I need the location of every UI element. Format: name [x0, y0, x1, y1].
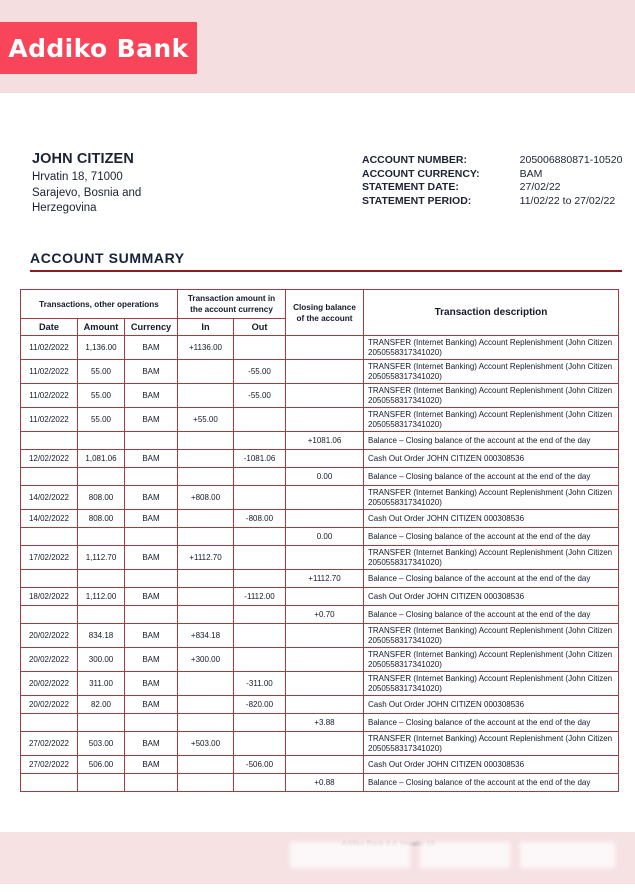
cell-currency: BAM	[125, 648, 178, 672]
cell-out: -55.00	[234, 384, 286, 408]
customer-address-line-2: Sarajevo, Bosnia and	[32, 186, 142, 199]
table-row	[21, 606, 619, 624]
cell-closing	[286, 648, 364, 672]
cell-amount: 834.18	[78, 624, 125, 648]
cell-amount: 82.00	[78, 696, 125, 714]
cell-currency	[125, 528, 178, 546]
cell-date: 20/02/2022	[21, 696, 78, 714]
cell-out: -1081.06	[234, 450, 286, 468]
cell-date: 18/02/2022	[21, 588, 78, 606]
cell-description: Cash Out Order JOHN CITIZEN 000308536	[364, 510, 619, 528]
table-row	[21, 696, 619, 714]
cell-closing	[286, 624, 364, 648]
cell-date: 11/02/2022	[21, 360, 78, 384]
cell-in	[178, 606, 234, 624]
table-row	[21, 510, 619, 528]
cell-in	[178, 588, 234, 606]
cell-date	[21, 606, 78, 624]
cell-currency	[125, 468, 178, 486]
cell-in	[178, 696, 234, 714]
cell-amount: 808.00	[78, 510, 125, 528]
table-row	[21, 546, 619, 570]
cell-currency: BAM	[125, 696, 178, 714]
cell-out	[234, 624, 286, 648]
table-row	[21, 714, 619, 732]
table-body	[21, 336, 619, 792]
cell-date: 27/02/2022	[21, 732, 78, 756]
cell-out: -820.00	[234, 696, 286, 714]
account-detail-labels	[362, 154, 480, 208]
cell-amount: 506.00	[78, 756, 125, 774]
cell-description: TRANSFER (Internet Banking) Account Replenishment (John Citizen 2050558317341020)	[364, 732, 619, 756]
cell-amount: 55.00	[78, 408, 125, 432]
table-row	[21, 432, 619, 450]
cell-description: Cash Out Order JOHN CITIZEN 000308536	[364, 756, 619, 774]
account-number-label: ACCOUNT NUMBER:	[362, 154, 467, 166]
footer-obscured-area-3	[520, 842, 615, 868]
cell-out	[234, 774, 286, 792]
cell-amount: 1,081.06	[78, 450, 125, 468]
statement-period-label: STATEMENT PERIOD:	[362, 194, 472, 207]
cell-out: -808.00	[234, 510, 286, 528]
table-row	[21, 648, 619, 672]
cell-amount: 311.00	[78, 672, 125, 696]
cell-in: +1112.70	[178, 546, 234, 570]
table-row	[21, 336, 619, 360]
table-row	[21, 672, 619, 696]
cell-in	[178, 432, 234, 450]
section-title: ACCOUNT SUMMARY	[30, 250, 185, 266]
header-transactions-group: Transactions, other operations	[21, 290, 178, 319]
page-bottom-margin	[0, 884, 635, 892]
cell-closing	[286, 384, 364, 408]
cell-currency: BAM	[125, 510, 178, 528]
table-row	[21, 450, 619, 468]
cell-description: TRANSFER (Internet Banking) Account Replenishment (John Citizen 2050558317341020)	[364, 624, 619, 648]
cell-closing	[286, 360, 364, 384]
cell-date: 27/02/2022	[21, 756, 78, 774]
cell-out	[234, 408, 286, 432]
cell-in	[178, 384, 234, 408]
cell-amount	[78, 714, 125, 732]
table-row	[21, 774, 619, 792]
cell-in	[178, 528, 234, 546]
cell-description: TRANSFER (Internet Banking) Account Replenishment (John Citizen 2050558317341020)	[364, 360, 619, 384]
cell-out	[234, 528, 286, 546]
cell-amount: 1,112.70	[78, 546, 125, 570]
cell-currency	[125, 570, 178, 588]
cell-closing	[286, 732, 364, 756]
cell-date: 20/02/2022	[21, 648, 78, 672]
cell-currency: BAM	[125, 756, 178, 774]
header-transaction-description: Transaction description	[364, 290, 619, 336]
cell-closing: +1112.70	[286, 570, 364, 588]
cell-in	[178, 468, 234, 486]
cell-currency: BAM	[125, 588, 178, 606]
cell-closing: +1081.06	[286, 432, 364, 450]
statement-date-value: 27/02/22	[519, 181, 561, 194]
cell-out	[234, 570, 286, 588]
cell-out: -311.00	[234, 672, 286, 696]
cell-description: Balance – Closing balance of the account at the end of the day	[364, 468, 619, 486]
addiko-bank-logo	[0, 22, 197, 74]
cell-description: Balance – Closing balance of the account at the end of the day	[364, 606, 619, 624]
account-summary-section	[30, 250, 622, 272]
cell-closing	[286, 672, 364, 696]
cell-currency	[125, 714, 178, 732]
cell-closing	[286, 510, 364, 528]
cell-description: Balance – Closing balance of the account at the end of the day	[364, 714, 619, 732]
cell-date: 20/02/2022	[21, 672, 78, 696]
cell-date	[21, 774, 78, 792]
cell-date: 11/02/2022	[21, 336, 78, 360]
cell-currency	[125, 774, 178, 792]
cell-currency	[125, 432, 178, 450]
footer-obscured-area-2	[420, 842, 510, 868]
cell-out	[234, 546, 286, 570]
cell-currency: BAM	[125, 732, 178, 756]
cell-date: 12/02/2022	[21, 450, 78, 468]
customer-name: JOHN CITIZEN	[32, 151, 134, 167]
cell-amount: 55.00	[78, 384, 125, 408]
cell-date: 14/02/2022	[21, 510, 78, 528]
cell-currency: BAM	[125, 450, 178, 468]
cell-date	[21, 570, 78, 588]
cell-closing	[286, 408, 364, 432]
account-details-block	[362, 154, 622, 208]
cell-description: Balance – Closing balance of the account at the end of the day	[364, 528, 619, 546]
cell-date: 11/02/2022	[21, 384, 78, 408]
cell-date: 20/02/2022	[21, 624, 78, 648]
cell-amount: 300.00	[78, 648, 125, 672]
cell-in: +834.18	[178, 624, 234, 648]
cell-closing	[286, 756, 364, 774]
statement-period-value: 11/02/22 to 27/02/22	[519, 194, 616, 207]
cell-currency: BAM	[125, 546, 178, 570]
cell-in	[178, 360, 234, 384]
cell-in	[178, 450, 234, 468]
table-row	[21, 756, 619, 774]
table-row	[21, 732, 619, 756]
customer-block	[32, 150, 262, 217]
cell-out	[234, 648, 286, 672]
table-row	[21, 384, 619, 408]
footer-band	[0, 832, 635, 884]
cell-closing	[286, 696, 364, 714]
cell-in: +300.00	[178, 648, 234, 672]
cell-amount	[78, 432, 125, 450]
table-row	[21, 468, 619, 486]
cell-in: +808.00	[178, 486, 234, 510]
cell-in	[178, 774, 234, 792]
cell-description: Balance – Closing balance of the account at the end of the day	[364, 570, 619, 588]
logo-text: Addiko Bank	[8, 33, 189, 63]
cell-description: TRANSFER (Internet Banking) Account Replenishment (John Citizen 2050558317341020)	[364, 336, 619, 360]
cell-date: 11/02/2022	[21, 408, 78, 432]
cell-currency: BAM	[125, 336, 178, 360]
cell-description: Cash Out Order JOHN CITIZEN 000308536	[364, 588, 619, 606]
cell-amount	[78, 606, 125, 624]
cell-in: +503.00	[178, 732, 234, 756]
table-row	[21, 360, 619, 384]
cell-amount	[78, 468, 125, 486]
header-amount: Amount	[78, 319, 125, 336]
header-date: Date	[21, 319, 78, 336]
cell-description: Cash Out Order JOHN CITIZEN 000308536	[364, 450, 619, 468]
customer-address-line-3: Herzegovina	[32, 202, 97, 214]
cell-amount: 55.00	[78, 360, 125, 384]
cell-closing	[286, 486, 364, 510]
cell-closing: +3.88	[286, 714, 364, 732]
cell-description: TRANSFER (Internet Banking) Account Replenishment (John Citizen 2050558317341020)	[364, 648, 619, 672]
account-detail-values	[520, 154, 623, 208]
cell-in	[178, 714, 234, 732]
cell-amount: 503.00	[78, 732, 125, 756]
cell-currency	[125, 606, 178, 624]
cell-date	[21, 528, 78, 546]
cell-amount: 1,112.00	[78, 588, 125, 606]
cell-out: -1112.00	[234, 588, 286, 606]
cell-out	[234, 714, 286, 732]
cell-date	[21, 714, 78, 732]
cell-in: +55.00	[178, 408, 234, 432]
cell-description: TRANSFER (Internet Banking) Account Replenishment (John Citizen 2050558317341020)	[364, 486, 619, 510]
cell-amount: 808.00	[78, 486, 125, 510]
cell-closing	[286, 588, 364, 606]
cell-currency: BAM	[125, 486, 178, 510]
cell-out	[234, 486, 286, 510]
cell-description: Cash Out Order JOHN CITIZEN 000308536	[364, 696, 619, 714]
cell-amount	[78, 570, 125, 588]
cell-currency: BAM	[125, 384, 178, 408]
cell-in: +1136.00	[178, 336, 234, 360]
cell-description: TRANSFER (Internet Banking) Account Replenishment (John Citizen 2050558317341020)	[364, 546, 619, 570]
cell-out	[234, 606, 286, 624]
table-header-group-row	[21, 290, 619, 319]
cell-closing: 0.00	[286, 528, 364, 546]
cell-in	[178, 510, 234, 528]
cell-out: -55.00	[234, 360, 286, 384]
account-currency-value: BAM	[519, 167, 543, 180]
cell-amount	[78, 528, 125, 546]
cell-closing	[286, 546, 364, 570]
cell-in	[178, 672, 234, 696]
cell-closing: +0.88	[286, 774, 364, 792]
statement-date-label: STATEMENT DATE:	[362, 181, 459, 194]
header-currency: Currency	[125, 319, 178, 336]
cell-in	[178, 756, 234, 774]
cell-in	[178, 570, 234, 588]
cell-description: TRANSFER (Internet Banking) Account Replenishment (John Citizen 2050558317341020)	[364, 384, 619, 408]
cell-currency: BAM	[125, 672, 178, 696]
cell-date	[21, 468, 78, 486]
header-amount-currency-group: Transaction amount in the account currency	[178, 290, 286, 319]
cell-currency: BAM	[125, 624, 178, 648]
account-currency-label: ACCOUNT CURRENCY:	[362, 167, 480, 180]
header-in: In	[178, 319, 234, 336]
cell-currency: BAM	[125, 360, 178, 384]
table-header	[21, 290, 619, 336]
cell-out	[234, 336, 286, 360]
cell-description: TRANSFER (Internet Banking) Account Replenishment (John Citizen 2050558317341020)	[364, 672, 619, 696]
table-row	[21, 588, 619, 606]
transactions-table	[20, 289, 619, 792]
cell-out	[234, 732, 286, 756]
footer-text: Hrvatin	[400, 839, 425, 848]
cell-date	[21, 432, 78, 450]
cell-description: TRANSFER (Internet Banking) Account Replenishment (John Citizen 2050558317341020)	[364, 408, 619, 432]
cell-out	[234, 432, 286, 450]
cell-amount: 1,136.00	[78, 336, 125, 360]
cell-out: -506.00	[234, 756, 286, 774]
page-header-band	[0, 0, 635, 93]
cell-closing	[286, 336, 364, 360]
customer-address-line-1: Hrvatin 18, 71000	[32, 171, 123, 183]
cell-currency: BAM	[125, 408, 178, 432]
header-closing-balance: Closing balance of the account	[286, 290, 364, 336]
cell-closing	[286, 450, 364, 468]
cell-closing: 0.00	[286, 468, 364, 486]
footer-obscured-area-1	[290, 842, 410, 868]
cell-closing: +0.70	[286, 606, 364, 624]
header-out: Out	[234, 319, 286, 336]
table-row	[21, 570, 619, 588]
statement-info-row	[0, 150, 635, 230]
cell-description: Balance – Closing balance of the account at the end of the day	[364, 432, 619, 450]
cell-out	[234, 468, 286, 486]
cell-description: Balance – Closing balance of the account at the end of the day	[364, 774, 619, 792]
table-row	[21, 486, 619, 510]
table-row	[21, 624, 619, 648]
cell-date: 17/02/2022	[21, 546, 78, 570]
table-row	[21, 528, 619, 546]
table-row	[21, 408, 619, 432]
cell-amount	[78, 774, 125, 792]
account-number-value: 205006880871-10520	[519, 154, 623, 166]
section-divider	[30, 270, 622, 272]
cell-date: 14/02/2022	[21, 486, 78, 510]
